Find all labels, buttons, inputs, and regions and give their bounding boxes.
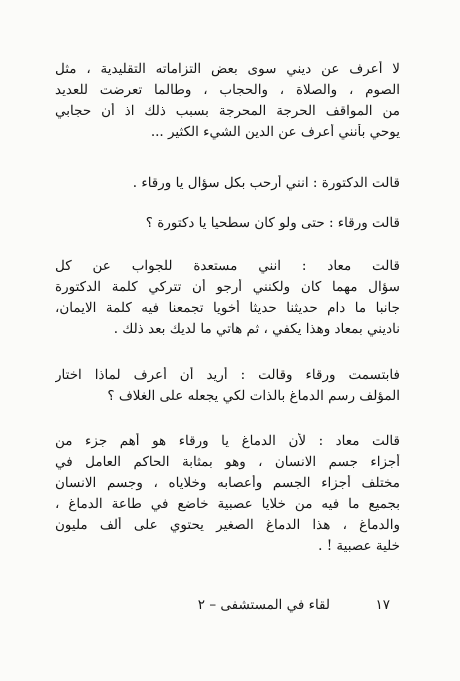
text-line: المؤلف رسم الدماغ بالذات لكي يجعله على الغلاف ؟ [107, 388, 400, 404]
text-line: مختلف أجزاء الجسم وأعصابه وخلاياه ، وجسم الانسان [55, 475, 400, 491]
text-line: لا أعرف عن ديني سوى بعض التزاماته التقليدية ، مثل [55, 61, 400, 77]
text-line: بجميع ما فيه من خلايا عصبية خاضع في طاعة الدماغ ، [55, 496, 400, 512]
text-line: يوحي بأنني أعرف عن الدين الشيء الكثير ... [150, 124, 400, 140]
text-line: خلية عصبية ! . [318, 538, 400, 554]
text-line: جانبا ما دام حديثنا حديثا أخويا تجمعنا فيه كلمة الايمان، [55, 300, 400, 316]
text-line: قالت معاد : لأن الدماغ يا ورقاء هو أهم جزء من [55, 433, 400, 449]
text-line: قالت الدكتورة : انني أرحب بكل سؤال يا ورقاء . [132, 175, 400, 191]
text-line: ناديني بمعاد وهذا يكفي ، ثم هاتي ما لديك بعد ذلك . [113, 321, 400, 337]
text-line: والدماغ ، هذا الدماغ الصغير يحتوي على ألف مليون [55, 517, 400, 533]
page-number: ١٧ [375, 597, 390, 613]
text-line: من المواقف الحرجة المحرجة بسبب ذلك اذ أن حجابي [55, 103, 400, 119]
running-head: لقاء في المستشفى – ٢ [197, 597, 330, 613]
text-line: سؤال مهما كان ولكنني أرجو أن تتركي كلمة الدكتورة [55, 279, 400, 295]
text-line: قالت ورقاء : حتى ولو كان سطحيا يا دكتورة ؟ [145, 215, 400, 231]
text-line: قالت معاد : انني مستعدة للجواب عن كل [55, 258, 400, 274]
page-footer [55, 596, 400, 616]
text-line: أجزاء جسم الانسان ، وهو بمثابة الحاكم العامل في [55, 454, 400, 470]
text-line: فابتسمت ورقاء وقالت : أريد أن أعرف لماذا اختار [55, 367, 400, 383]
text-line: الصوم ، والصلاة ، والحجاب ، وطالما تعرضت للعديد [55, 82, 400, 98]
